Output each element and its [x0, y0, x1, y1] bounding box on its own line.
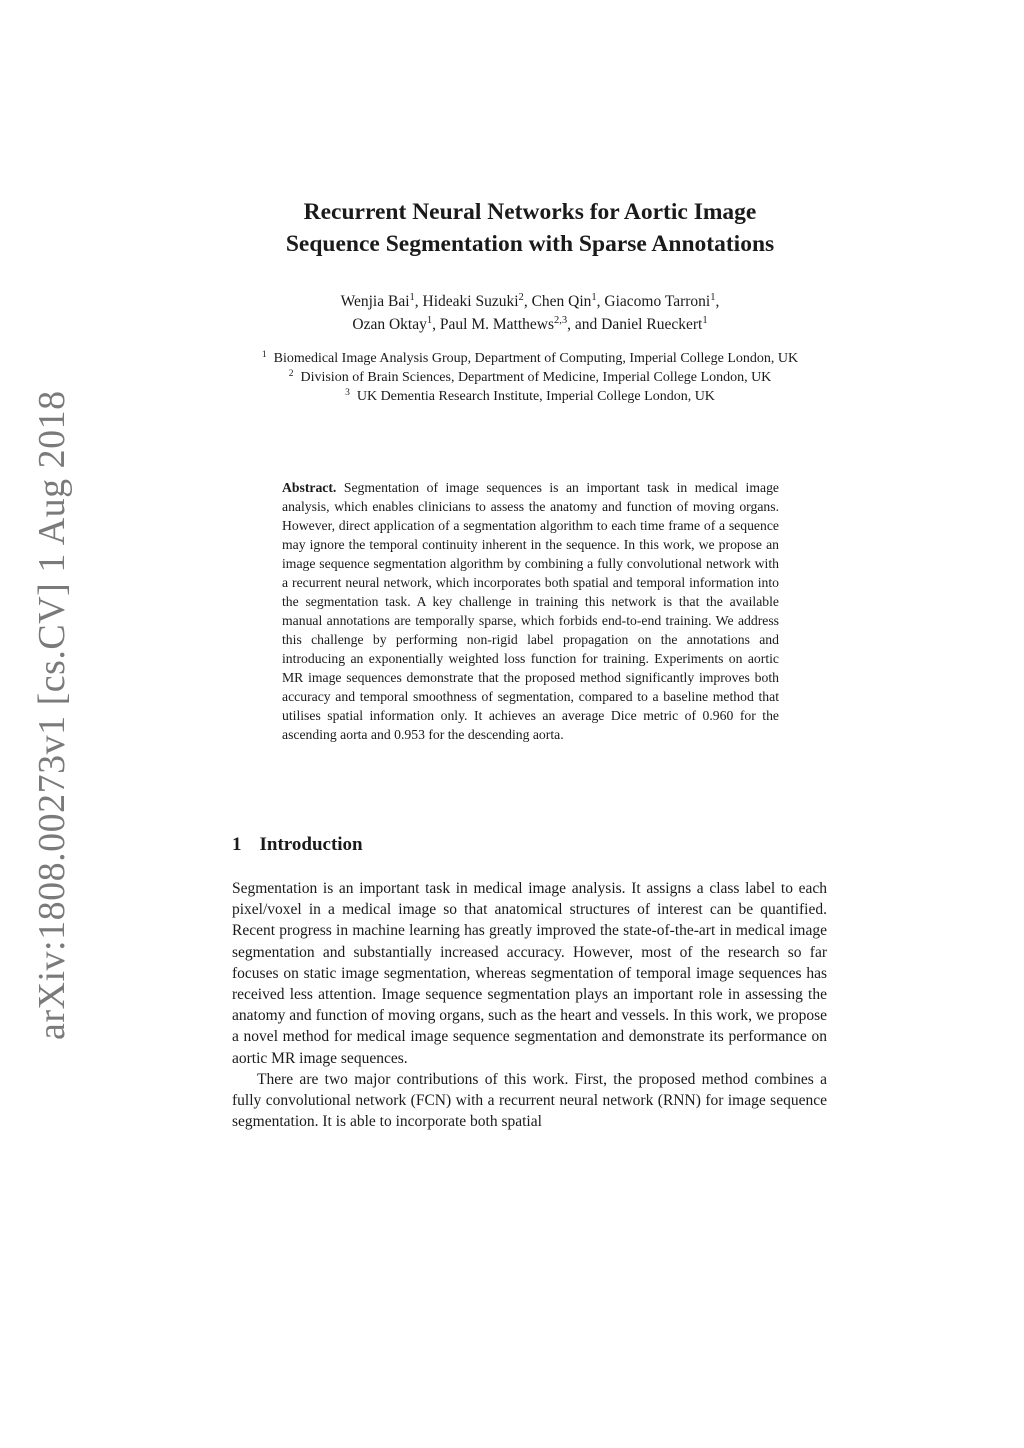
affiliation — [220, 368, 840, 387]
title-line-1: Recurrent Neural Networks for Aortic Image — [303, 199, 757, 225]
author-affiliation-mark: 2,3 — [553, 315, 568, 327]
affiliation-text: Biomedical Image Analysis Group, Department of Computing, Imperial College London, UK — [273, 351, 799, 366]
author-affiliation-mark: 2 — [518, 292, 524, 304]
affiliation-text: Division of Brain Sciences, Department of Medicine, Imperial College London, UK — [300, 370, 772, 385]
affiliation-number: 3 — [345, 387, 350, 398]
abstract-label: Abstract. — [282, 480, 337, 495]
author-separator: , — [596, 293, 605, 310]
affiliation-list — [220, 349, 840, 406]
abstract — [282, 478, 779, 744]
section-heading — [232, 834, 363, 856]
abstract-text: Segmentation of image sequences is an important task in medical image analysis, which enables clinicians to assess the anatomy and function of moving organs. However, direct application of a segmentation algorithm to each time frame of a sequence may ignore the temporal continuity inherent in the sequence. In this work, we propose an image sequence segmentation algorithm by combining a fully convolutional network with a recurrent neural network, which incorporates both spatial and temporal information into the segmentation task. A key challenge in training this network is that the available manual annotations are temporally sparse, which forbids end-to-end training. We address this challenge by performing non-rigid label propagation on the annotations and introducing an exponentially weighted loss function for training. Experiments on aortic MR image sequences demonstrate that the proposed method significantly improves both accuracy and temporal smoothness of segmentation, compared to a baseline method that utilises spatial information only. It achieves an average Dice metric of 0.960 for the ascending aorta and 0.953 for the descending aorta. — [282, 480, 779, 742]
affiliation-text: UK Dementia Research Institute, Imperial College London, UK — [356, 389, 715, 404]
author-affiliation-mark: 1 — [591, 292, 597, 304]
section-number: 1 — [232, 834, 242, 855]
body-paragraph: There are two major contributions of this work. First, the proposed method combines a fully convolutional network (FCN) with a recurrent neural network (RNN) for image sequence segmentation. It is able to incorporate both spatial — [232, 1070, 827, 1131]
author-separator: , — [432, 316, 440, 333]
author-affiliation-mark: 1 — [702, 315, 708, 327]
author-name: Hideaki Suzuki — [422, 293, 519, 310]
affiliation — [220, 387, 840, 406]
author-name: Wenjia Bai — [340, 293, 410, 310]
author-separator: , and — [567, 316, 602, 333]
author-name: Ozan Oktay — [352, 316, 427, 333]
author-line-1 — [200, 290, 860, 313]
author-name: Chen Qin — [531, 293, 592, 310]
author-separator: , — [414, 293, 423, 310]
affiliation-number: 1 — [261, 349, 267, 360]
section-title: Introduction — [259, 834, 363, 855]
author-separator: , — [523, 293, 532, 310]
author-name: Giacomo Tarroni — [604, 293, 711, 310]
author-affiliation-mark: 1 — [409, 292, 415, 304]
author-affiliation-mark: 1 — [710, 292, 716, 304]
affiliation — [220, 349, 840, 368]
author-line-2 — [200, 313, 860, 336]
arxiv-identifier: arXiv:1808.00273v1 [cs.CV] 1 Aug 2018 — [31, 390, 73, 1040]
body-paragraph: Segmentation is an important task in medical image analysis. It assigns a class label to each pixel/voxel in a medical image so that anatomical structures of interest can be quantified. Recent progress in machine learning has greatly improved the state-of-the-art in medical image segmentation and substantially increased accuracy. However, most of the research so far focuses on static image segmentation, whereas segmentation of temporal image sequences has received less attention. Image sequence segmentation plays an important role in assessing the anatomy and function of moving organs, such as the heart and vessels. In this work, we propose a novel method for medical image sequence segmentation and demonstrate its performance on aortic MR image sequences. — [232, 880, 827, 1067]
introduction-body — [232, 878, 827, 1132]
author-name: Daniel Rueckert — [601, 316, 703, 333]
paper-title — [200, 196, 860, 260]
author-list — [200, 290, 860, 336]
author-separator: , — [715, 293, 720, 310]
title-line-2: Sequence Segmentation with Sparse Annotations — [285, 231, 775, 257]
author-name: Paul M. Matthews — [439, 316, 554, 333]
affiliation-number: 2 — [288, 368, 294, 379]
author-affiliation-mark: 1 — [426, 315, 433, 327]
